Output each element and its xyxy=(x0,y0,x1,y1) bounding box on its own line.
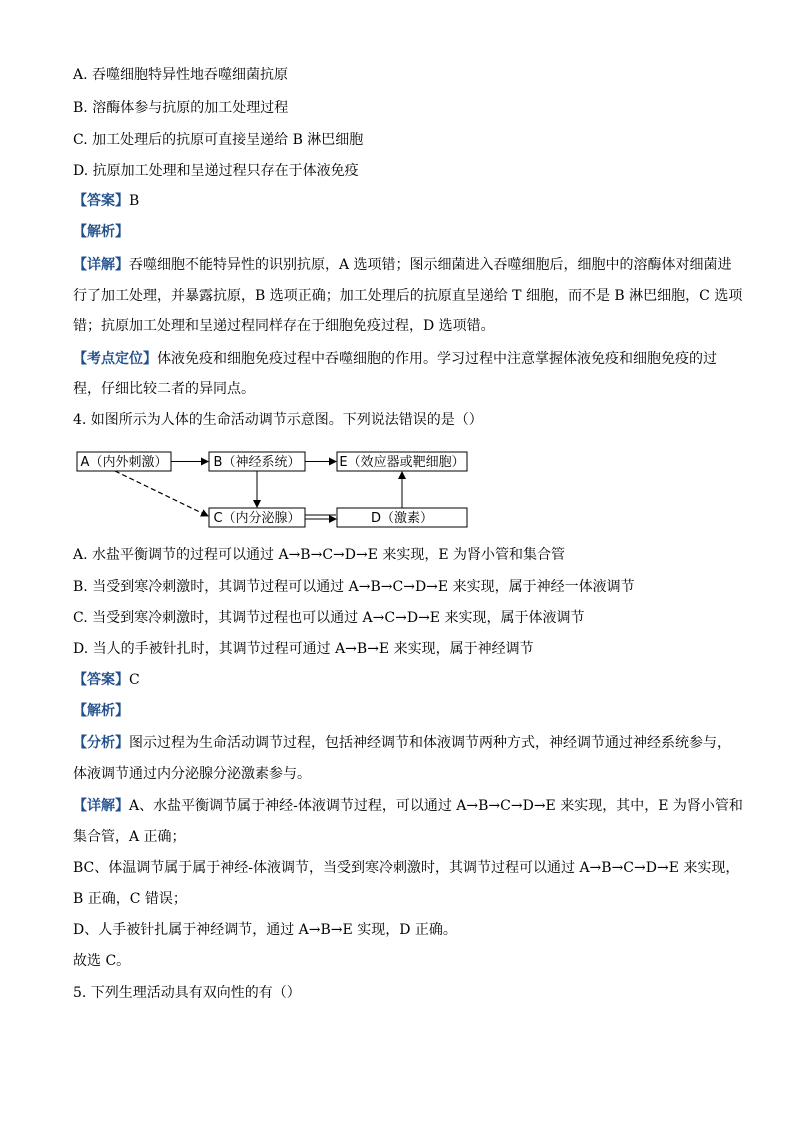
q3-option-a: A. 吞噬细胞特异性地吞噬细菌抗原 xyxy=(73,67,289,83)
q3-option-b: B. 溶酶体参与抗原的加工处理过程 xyxy=(73,100,289,116)
q3-option-c: C. 加工处理后的抗原可直接呈递给 B 淋巴细胞 xyxy=(73,132,364,148)
answer-value: B xyxy=(129,193,140,209)
q4-fenxi-line-1: 【分析】图示过程为生命活动调节过程，包括神经调节和体液调节两种方式，神经调节通过神经系统参与， xyxy=(73,735,731,751)
regulation-diagram xyxy=(75,448,475,532)
answer-value: C xyxy=(129,672,140,688)
box-e-label: E（效应器或靶细胞） xyxy=(339,455,465,470)
q4-detail-line-3: BC、体温调节属于属于神经-体液调节，当受到寒冷刺激时，其调节过程可以通过 A→B→C→D→E 来实现， xyxy=(73,860,740,876)
q4-detail-line-4: B 正确，C 错误； xyxy=(73,891,187,907)
q3-analysis-heading xyxy=(73,222,129,242)
detail-tag: 【详解】 xyxy=(73,798,129,814)
q3-detail-line-1: 【详解】吞噬细胞不能特异性的识别抗原，A 选项错；图示细菌进入吞噬细胞后，细胞中的溶酶体对细菌进 xyxy=(73,257,732,273)
q4-conclusion: 故选 C。 xyxy=(73,953,131,969)
box-b-label: B（神经系统） xyxy=(213,455,301,470)
answer-tag: 【答案】 xyxy=(73,193,129,209)
q4-option-d: D. 当人的手被针扎时，其调节过程可通过 A→B→E 来实现，属于神经调节 xyxy=(73,641,534,657)
q4-option-a: A. 水盐平衡调节的过程可以通过 A→B→C→D→E 来实现，E 为肾小管和集合管 xyxy=(73,547,566,563)
q3-detail-line-3: 错；抗原加工处理和呈递过程同样存在于细胞免疫过程，D 选项错。 xyxy=(73,318,495,334)
box-a-label: A（内外刺激） xyxy=(80,455,168,470)
q3-kaodian-line-1: 【考点定位】体液免疫和细胞免疫过程中吞噬细胞的作用。学习过程中注意掌握体液免疫和细胞免疫的过 xyxy=(73,351,717,367)
q3-option-d: D. 抗原加工处理和呈递过程只存在于体液免疫 xyxy=(73,163,359,179)
q4-answer xyxy=(73,670,140,690)
box-c-label: C（内分泌腺） xyxy=(213,511,301,526)
kaodian-tag: 【考点定位】 xyxy=(73,351,157,367)
analysis-tag: 【解析】 xyxy=(73,703,129,719)
q4-fenxi-line-2: 体液调节通过内分泌腺分泌激素参与。 xyxy=(73,766,311,782)
arrow-a-to-c-dashed xyxy=(115,471,208,516)
q5-stem: 5. 下列生理活动具有双向性的有（） xyxy=(73,985,301,1001)
q4-option-c: C. 当受到寒冷刺激时，其调节过程也可以通过 A→C→D→E 来实现，属于体液调节 xyxy=(73,610,585,626)
q4-detail-line-5: D、人手被针扎属于神经调节，通过 A→B→E 实现，D 正确。 xyxy=(73,922,457,938)
q3-kaodian-line-2: 程，仔细比较二者的异同点。 xyxy=(73,381,255,397)
detail-tag: 【详解】 xyxy=(73,257,129,273)
q4-option-b: B. 当受到寒冷刺激时，其调节过程可以通过 A→B→C→D→E 来实现，属于神经一体液调节 xyxy=(73,579,635,595)
q4-detail-line-2: 集合管，A 正确； xyxy=(73,829,186,845)
box-d-label: D（激素） xyxy=(370,511,434,526)
q3-detail-line-2: 行了加工处理，并暴露抗原，B 选项正确；加工处理后的抗原直呈递给 T 细胞，而不是 B 淋巴细胞，C 选项 xyxy=(73,288,743,304)
fenxi-tag: 【分析】 xyxy=(73,735,129,751)
q3-answer xyxy=(73,191,139,211)
q4-detail-line-1: 【详解】A、水盐平衡调节属于神经-体液调节过程，可以通过 A→B→C→D→E 来实现，其中，E 为肾小管和 xyxy=(73,798,743,814)
q4-stem: 4. 如图所示为人体的生命活动调节示意图。下列说法错误的是（） xyxy=(73,412,483,428)
q4-analysis-heading xyxy=(73,701,129,721)
answer-tag: 【答案】 xyxy=(73,672,129,688)
analysis-tag: 【解析】 xyxy=(73,224,129,240)
